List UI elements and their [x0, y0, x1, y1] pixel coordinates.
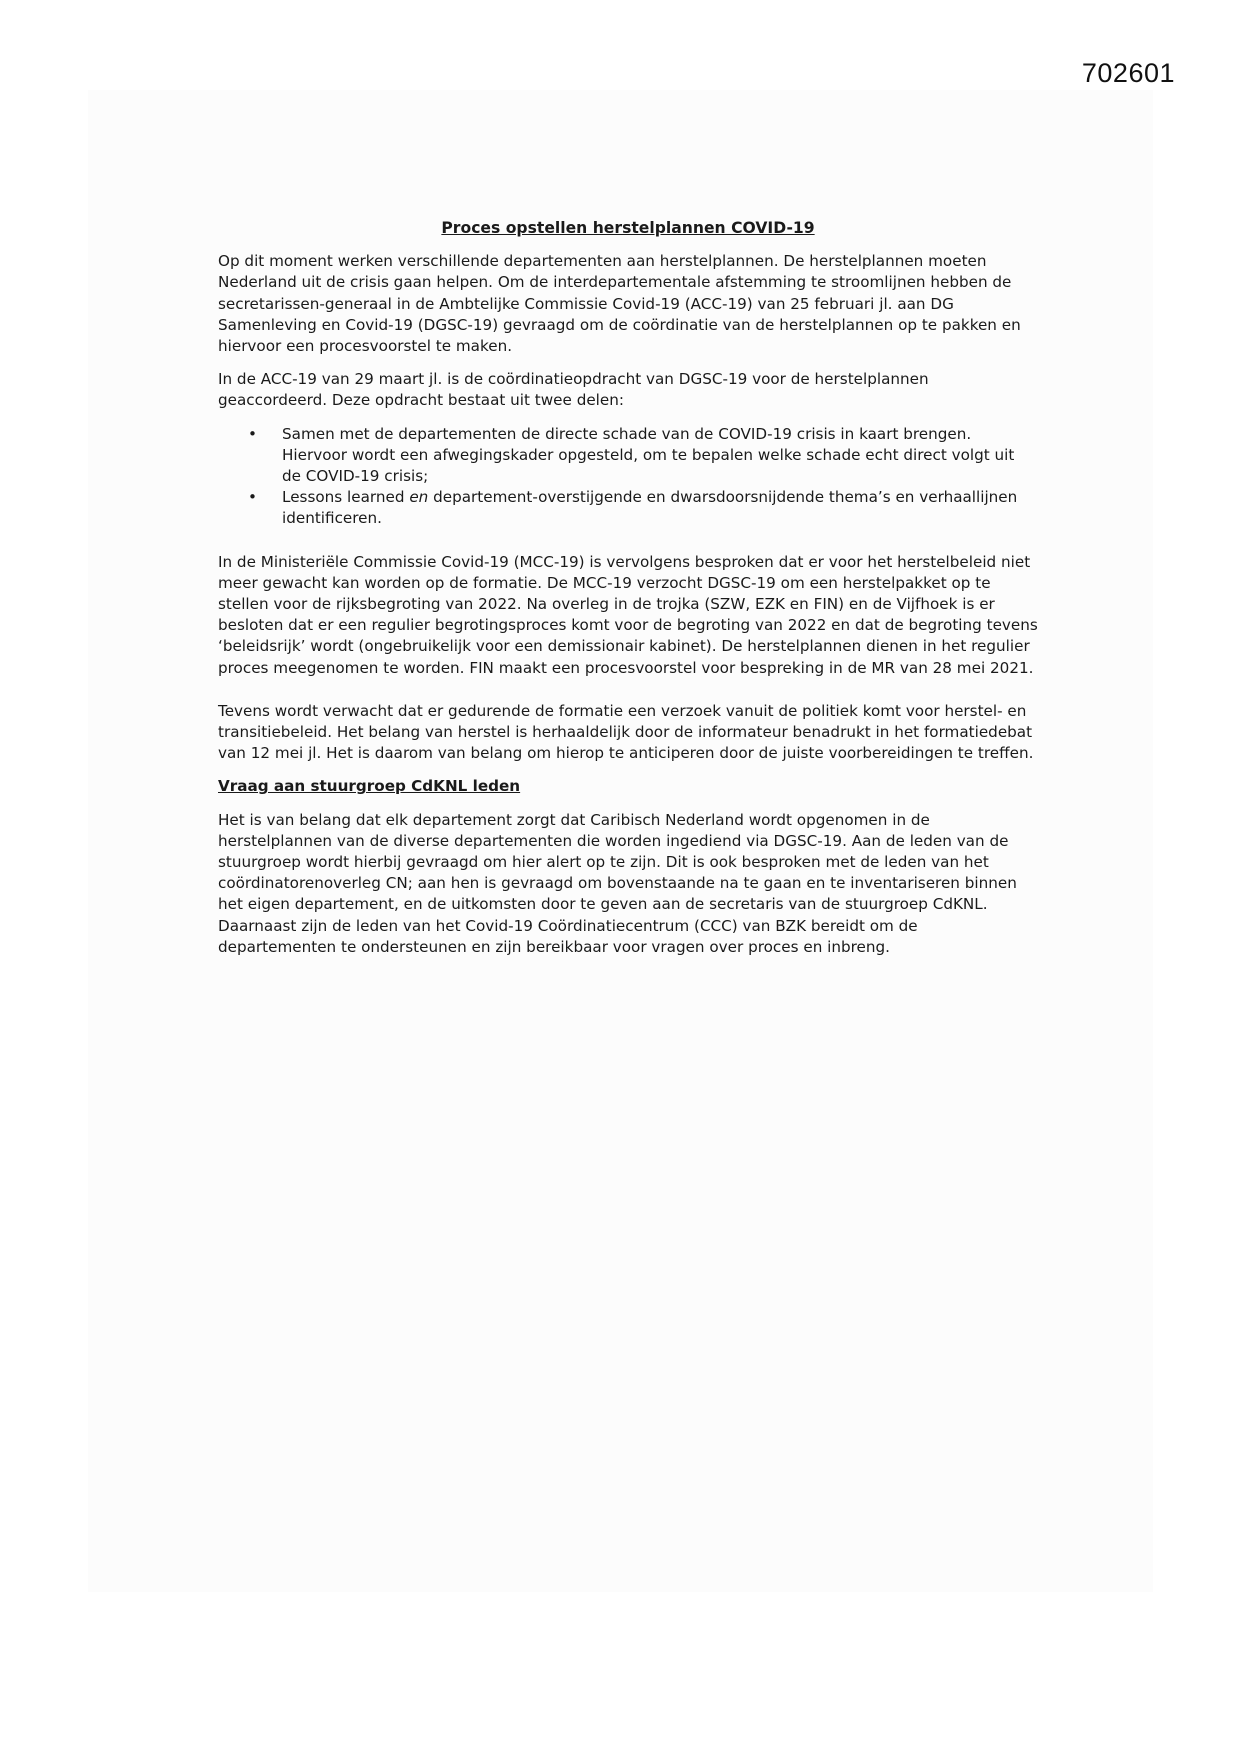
intro-paragraph: Op dit moment werken verschillende departementen aan herstelplannen. De herstelplannen moeten Nederland uit de crisis gaan helpen. Om de interdepartementale afstemming te stroomlijnen hebben de secretarissen-generaal in de Ambtelijke Commissie Covid-19 (ACC-19) van 25 februari jl. aan DG Samenleving en Covid-19 (DGSC-19) gevraagd om de coördinatie van de herstelplannen op te pakken en hiervoor een procesvoorstel te maken. — [218, 252, 1021, 356]
list-item-text: Samen met de departementen de directe schade van de COVID-19 crisis in kaart brengen. Hiervoor wordt een afwegingskader opgesteld, om te bepalen welke schade echt direct volgt uit de COVID-19 crisis; — [282, 424, 1015, 486]
section-heading: Vraag aan stuurgroep CdKNL leden — [218, 777, 521, 796]
formation-paragraph: Tevens wordt verwacht dat er gedurende de formatie een verzoek vanuit de politiek komt voor herstel- en transitiebeleid. Het belang van herstel is herhaaldelijk door de informateur benadrukt in het formatiedebat van 12 mei jl. Het is daarom van belang om hierop te anticiperen door de juiste voorbereidingen te treffen. — [218, 701, 1034, 763]
list-item — [248, 424, 1038, 488]
document-title: Proces opstellen herstelplannen COVID-19 — [441, 219, 815, 237]
list-item-text-start: Lessons learned — [282, 488, 410, 507]
document-id: 702601 — [1081, 58, 1175, 88]
section-body: Het is van belang dat elk departement zorgt dat Caribisch Nederland wordt opgenomen in de herstelplannen van de diverse departementen die worden ingediend via DGSC-19. Aan de leden van de stuurgroep wordt hierbij gevraagd om hier alert op te zijn. Dit is ook besproken met de leden van het coördinatorenoverleg CN; aan hen is gevraagd om bovenstaande na te gaan en te inventariseren binnen het eigen departement, en de uitkomsten door te geven aan de secretaris van de stuurgroep CdKNL. Daarnaast zijn de leden van het Covid-19 Coördinatiecentrum (CCC) van BZK bereidt om de departementen te ondersteunen en zijn bereikbaar voor vragen over proces en inbreng. — [218, 810, 1017, 956]
list-item-text-end: departement-overstijgende en dwarsdoorsnijdende thema’s en verhaallijnen identificeren. — [282, 488, 1018, 528]
list-item-emphasis: en — [409, 488, 429, 507]
assignment-list — [218, 424, 1038, 530]
assignment-paragraph: In de ACC-19 van 29 maart jl. is de coördinatieopdracht van DGSC-19 voor de herstelplannen geaccordeerd. Deze opdracht bestaat uit twee delen: — [218, 370, 929, 410]
bullet-icon: • — [248, 488, 257, 507]
document-body — [218, 218, 1038, 970]
mcc-paragraph: In de Ministeriële Commissie Covid-19 (MCC-19) is vervolgens besproken dat er voor het herstelbeleid niet meer gewacht kan worden op de formatie. De MCC-19 verzocht DGSC-19 om een herstelpakket op te stellen voor de rijksbegroting van 2022. Na overleg in de trojka (SZW, EZK en FIN) en de Vijfhoek is er besloten dat er een regulier begrotingsproces komt voor de begroting van 2022 en dat de begroting tevens ‘beleidsrijk’ wordt (ongebruikelijk voor een demissionair kabinet). De herstelplannen dienen in het regulier proces meegenomen te worden. FIN maakt een procesvoorstel voor bespreking in de MR van 28 mei 2021. — [218, 552, 1038, 677]
bullet-icon: • — [248, 424, 257, 443]
list-item — [248, 487, 1038, 529]
